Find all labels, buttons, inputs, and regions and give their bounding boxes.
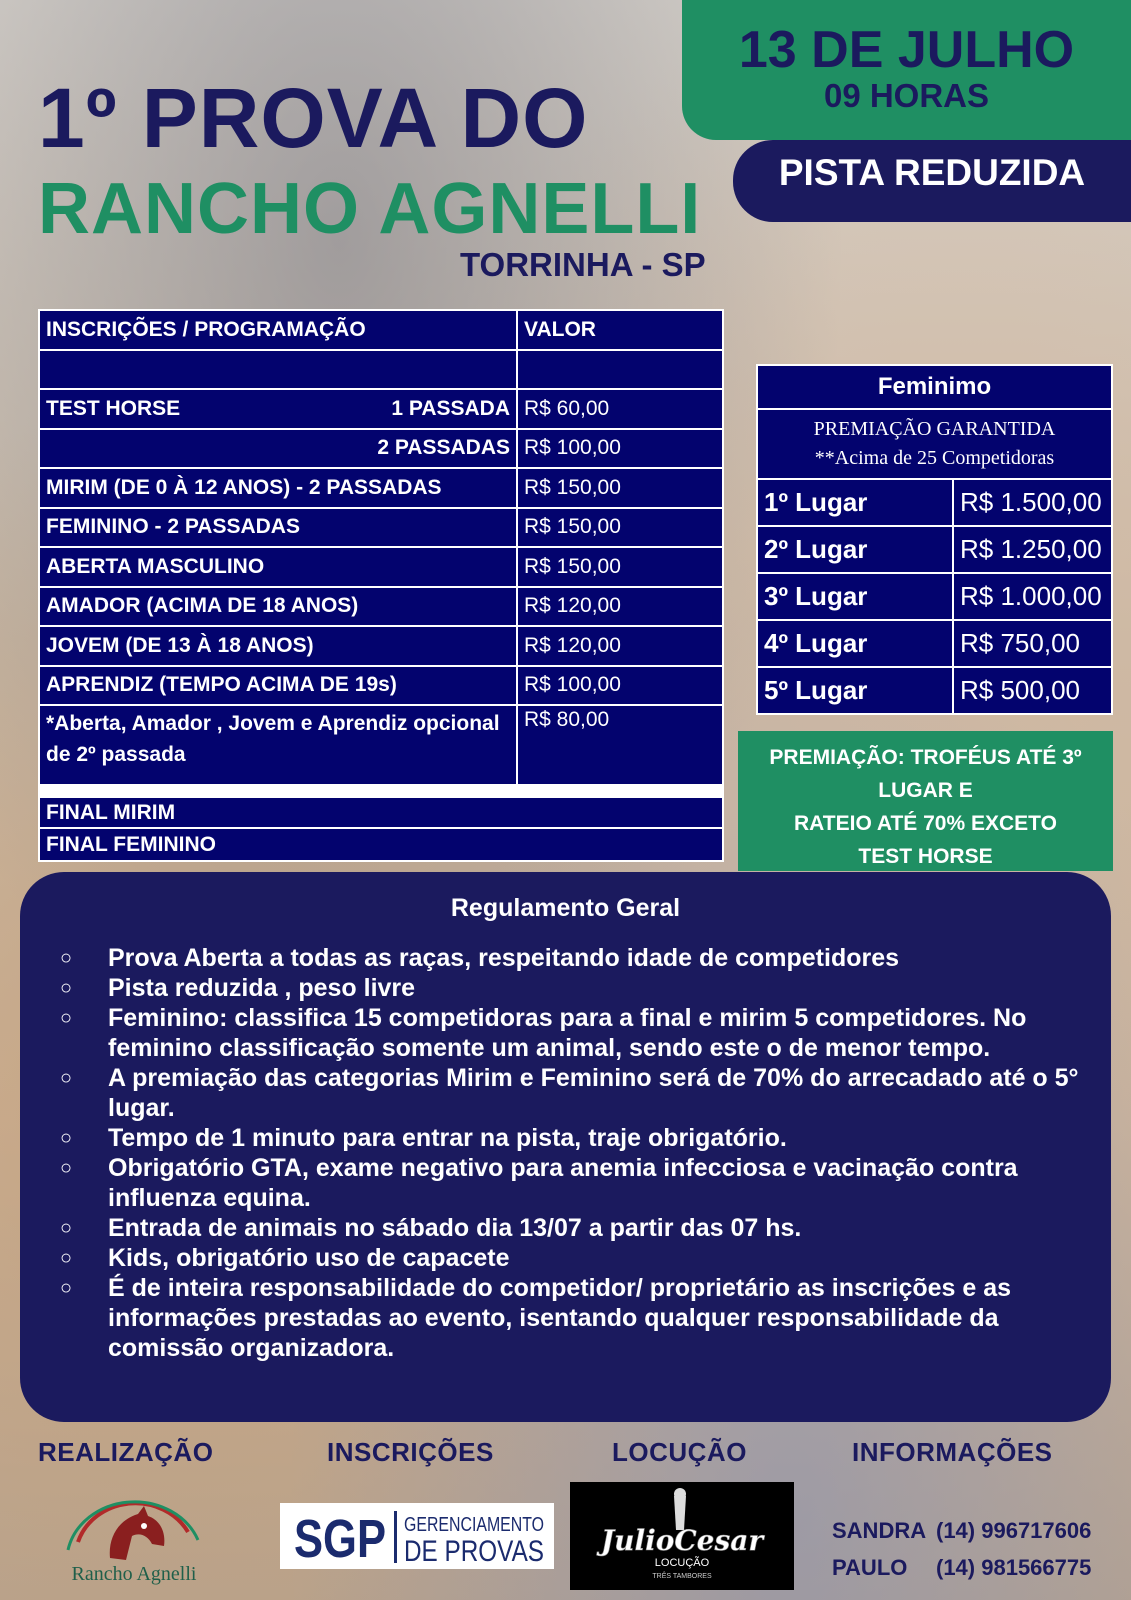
- track-type: PISTA REDUZIDA: [778, 152, 1086, 193]
- bullet-icon: ○: [60, 1217, 73, 1239]
- footer-inscricoes-label: INSCRIÇÕES: [327, 1437, 494, 1467]
- feminino-subtitle-line2: **Acima de 25 Competidoras: [814, 447, 1055, 469]
- title-line-1: 1º PROVA DO: [38, 71, 589, 165]
- table-cell-final: FINAL MIRIM: [39, 797, 723, 828]
- table-cell-value: R$ 120,00: [517, 587, 723, 627]
- prize-place: 4º Lugar: [757, 620, 953, 667]
- rule-text: Pista reduzida , peso livre: [108, 974, 416, 1002]
- prize-value: R$ 1.000,00: [953, 573, 1112, 620]
- contact-phone: (14) 996717606: [936, 1518, 1092, 1543]
- bullet-icon: ○: [60, 1247, 73, 1269]
- table-header-cell: VALOR: [517, 310, 723, 350]
- prize-row: [757, 573, 1112, 620]
- table-row: [39, 508, 723, 548]
- table-row: [39, 350, 723, 390]
- premiacao-line: TEST HORSE: [858, 845, 993, 868]
- sgp-logo-graphic: [280, 1503, 554, 1569]
- table-header-row: [39, 310, 723, 350]
- bullet-icon: ○: [60, 1067, 73, 1089]
- table-cell: [39, 389, 517, 429]
- list-item: [60, 1213, 1087, 1243]
- prize-row: [757, 479, 1112, 526]
- contact-row: [832, 1549, 1091, 1586]
- table-row: [39, 705, 723, 785]
- table-cell-value: R$ 150,00: [517, 468, 723, 508]
- sgp-line2: DE PROVAS: [404, 1535, 544, 1568]
- table-cell-value: R$ 150,00: [517, 508, 723, 548]
- bullet-icon: ○: [60, 947, 73, 969]
- microphone-icon: [570, 1482, 794, 1590]
- list-item: [60, 1063, 1087, 1123]
- table-row: [39, 389, 723, 429]
- prize-row: [757, 667, 1112, 714]
- prize-row: [757, 526, 1112, 573]
- prize-value: R$ 1.500,00: [953, 479, 1112, 526]
- table-header-cell: INSCRIÇÕES / PROGRAMAÇÃO: [39, 310, 517, 350]
- table-cell: [39, 350, 517, 390]
- bullet-icon: ○: [60, 1157, 73, 1179]
- table-row: [39, 797, 723, 828]
- footer-locucao-label: LOCUÇÃO: [612, 1437, 747, 1467]
- test-horse-option: 1 PASSADA: [391, 396, 510, 420]
- table-cell-label: AMADOR (ACIMA DE 18 ANOS): [39, 587, 517, 627]
- table-row: [39, 587, 723, 627]
- test-horse-label: TEST HORSE: [46, 396, 181, 420]
- table-cell-value: R$ 150,00: [517, 547, 723, 587]
- event-date: 13 DE JULHO: [738, 21, 1075, 79]
- premiacao-line: LUGAR E: [878, 779, 973, 802]
- rules-title: Regulamento Geral: [450, 894, 681, 922]
- list-item: [60, 1273, 1087, 1363]
- prize-value: R$ 500,00: [953, 667, 1112, 714]
- table-cell: [39, 429, 517, 469]
- table-cell-value: R$ 100,00: [517, 666, 723, 706]
- table-cell-value: R$ 80,00: [517, 705, 723, 785]
- rule-text: Tempo de 1 minuto para entrar na pista, traje obrigatório.: [108, 1124, 787, 1152]
- horse-head-icon: [48, 1480, 220, 1590]
- contact-row: [832, 1512, 1091, 1549]
- prize-row: [757, 620, 1112, 667]
- contact-name: PAULO: [832, 1555, 908, 1580]
- footer-realizacao-label: REALIZAÇÃO: [38, 1437, 214, 1467]
- bullet-icon: ○: [60, 1277, 73, 1299]
- test-horse-option: 2 PASSADAS: [377, 436, 510, 460]
- bullet-icon: ○: [60, 1007, 73, 1029]
- julio-sub2: TRÊS TAMBORES: [652, 1573, 712, 1580]
- title-line-2: RANCHO AGNELLI: [38, 169, 702, 249]
- feminino-subtitle-line1: PREMIAÇÃO GARANTIDA: [813, 418, 1056, 440]
- prize-place: 5º Lugar: [757, 667, 953, 714]
- julio-name: JulioCesar: [600, 1524, 764, 1557]
- list-item: [60, 1123, 1087, 1153]
- table-cell-label: FEMININO - 2 PASSADAS: [39, 508, 517, 548]
- rules-list: [60, 943, 1087, 1363]
- table-cell-final: FINAL FEMININO: [39, 828, 723, 861]
- rule-text: A premiação das categorias Mirim e Feminino será de 70% do arrecadado até o 5° lugar.: [108, 1064, 1079, 1122]
- bullet-icon: ○: [60, 977, 73, 999]
- premiacao-line: PREMIAÇÃO: TROFÉUS ATÉ 3º: [769, 746, 1082, 769]
- premiacao-line: RATEIO ATÉ 70% EXCETO: [794, 812, 1057, 835]
- table-cell-value: R$ 100,00: [517, 429, 723, 469]
- julio-sub: LOCUÇÃO: [654, 1557, 710, 1569]
- table-cell-label: JOVEM (DE 13 À 18 ANOS): [39, 626, 517, 666]
- julio-cesar-logo: [570, 1482, 794, 1590]
- event-hour: 09 HORAS: [823, 77, 990, 114]
- feminino-subtitle: [757, 409, 1112, 479]
- rule-text: Entrada de animais no sábado dia 13/07 a partir das 07 hs.: [108, 1214, 802, 1242]
- table-row: [39, 666, 723, 706]
- list-item: [60, 943, 1087, 973]
- contacts-block: [832, 1512, 1091, 1586]
- rule-text: Prova Aberta a todas as raças, respeitando idade de competidores: [108, 944, 900, 972]
- rule-text: Feminino: classifica 15 competidoras para a final e mirim 5 competidores. No feminino classificação somente um animal, sendo este o de menor tempo.: [108, 1004, 1027, 1062]
- city-label: TORRINHA - SP: [460, 246, 706, 283]
- table-cell-label: ABERTA MASCULINO: [39, 547, 517, 587]
- prize-value: R$ 750,00: [953, 620, 1112, 667]
- table-cell: [517, 350, 723, 390]
- feminino-title: Feminimo: [757, 365, 1112, 409]
- sgp-line1: GERENCIAMENTO: [404, 1514, 544, 1536]
- premiacao-box: [738, 731, 1113, 871]
- prize-place: 3º Lugar: [757, 573, 953, 620]
- list-item: [60, 1003, 1087, 1063]
- contact-name: SANDRA: [832, 1518, 927, 1543]
- list-item: [60, 1243, 1087, 1273]
- feminino-prize-table: [756, 364, 1113, 715]
- list-item: [60, 1153, 1087, 1213]
- bullet-icon: ○: [60, 1127, 73, 1149]
- rule-text: É de inteira responsabilidade do competidor/ proprietário as inscrições e as informações prestadas ao evento, isentando qualquer responsabilidade da comissão organizadora.: [108, 1274, 1012, 1362]
- sgp-logo: [280, 1503, 554, 1569]
- table-row: [39, 468, 723, 508]
- contact-phone: (14) 981566775: [936, 1555, 1092, 1580]
- track-banner: [733, 140, 1131, 222]
- date-banner: [682, 0, 1131, 140]
- table-cell-value: R$ 60,00: [517, 389, 723, 429]
- table-cell-label: MIRIM (DE 0 À 12 ANOS) - 2 PASSADAS: [39, 468, 517, 508]
- table-cell-value: R$ 120,00: [517, 626, 723, 666]
- table-row: [39, 828, 723, 861]
- table-row: [39, 429, 723, 469]
- list-item: [60, 973, 1087, 1003]
- table-spacer-row: [39, 785, 723, 797]
- sgp-abbr: SGP: [294, 1509, 386, 1569]
- price-table: [38, 309, 724, 862]
- rule-text: Obrigatório GTA, exame negativo para anemia infecciosa e vacinação contra influenza equina.: [108, 1154, 1018, 1212]
- spacer-cell: [39, 785, 517, 797]
- table-cell-note: *Aberta, Amador , Jovem e Aprendiz opcional de 2º passada: [39, 705, 517, 785]
- rules-panel: [20, 872, 1111, 1422]
- rule-text: Kids, obrigatório uso de capacete: [108, 1244, 510, 1272]
- prize-value: R$ 1.250,00: [953, 526, 1112, 573]
- table-row: [39, 626, 723, 666]
- spacer-cell: [517, 785, 723, 797]
- rancho-agnelli-logo: [48, 1480, 220, 1590]
- footer-informacoes-label: INFORMAÇÕES: [852, 1437, 1053, 1467]
- rancho-logo-text: Rancho Agnelli: [71, 1563, 197, 1585]
- table-row: [39, 547, 723, 587]
- table-cell-label: APRENDIZ (TEMPO ACIMA DE 19s): [39, 666, 517, 706]
- prize-place: 2º Lugar: [757, 526, 953, 573]
- prize-place: 1º Lugar: [757, 479, 953, 526]
